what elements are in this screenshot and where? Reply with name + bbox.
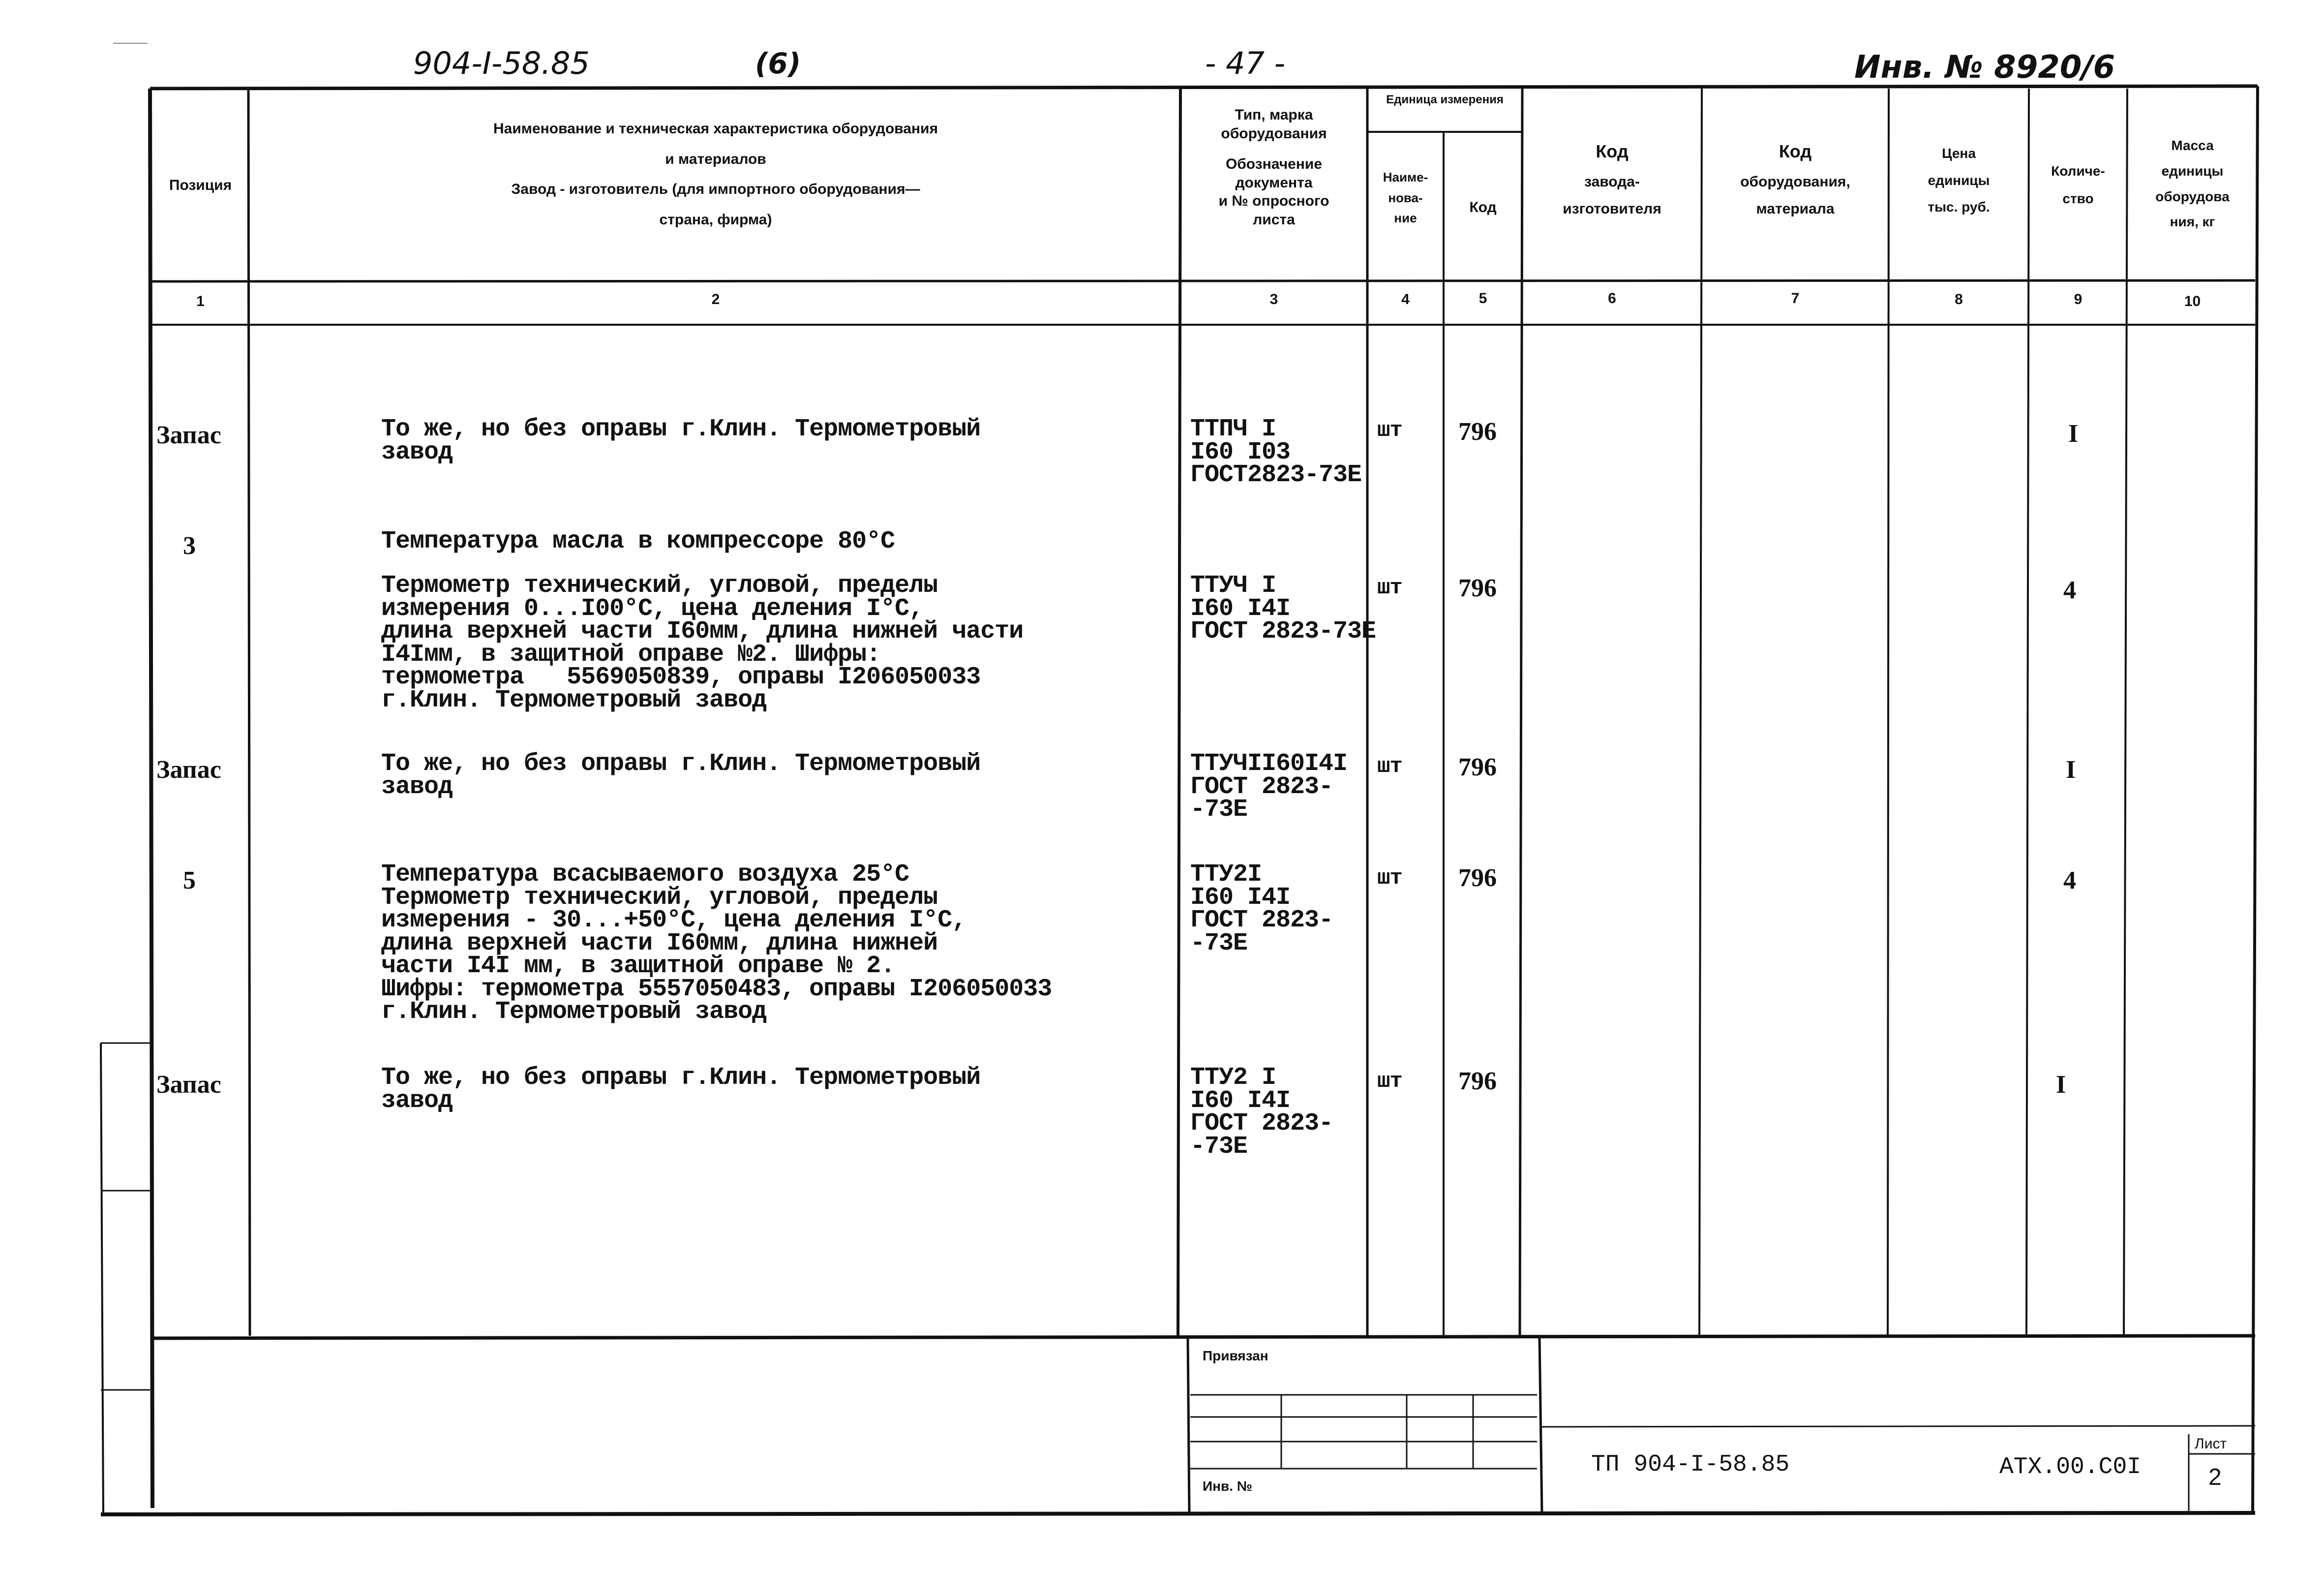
stamp-sheet-number: 2 (2208, 1464, 2222, 1490)
col2-header: Наименование и техническая характеристика оборудования и материалов Завод - изготовитель (для импортного оборудования— страна, фирма) (493, 121, 938, 228)
row-unit: шт (1377, 1069, 1402, 1094)
page-number: - 47 - (1205, 45, 1286, 81)
row-unit: шт (1377, 866, 1402, 891)
stamp-sheet-code: АТХ.00.С0I (1999, 1454, 2142, 1480)
row-code: 796 (1458, 574, 1497, 602)
row-position: Запас (156, 1071, 221, 1099)
col5-header: Код (1469, 199, 1497, 215)
row-unit: шт (1377, 576, 1402, 600)
row-name: То же, но без оправы г.Клин. Термометровый завод (381, 415, 981, 466)
row-qty: I (2066, 756, 2076, 784)
col1-header: Позиция (169, 177, 232, 193)
col-number: 5 (1479, 290, 1487, 307)
row-code: 796 (1458, 753, 1497, 781)
row-unit: шт (1377, 418, 1402, 443)
row-unit: шт (1377, 754, 1402, 779)
col9-header: Количе- ство (2051, 163, 2105, 206)
row-position: 5 (183, 866, 196, 894)
stamp-sheet-label: Лист (2195, 1436, 2227, 1452)
col-number: 2 (711, 291, 720, 308)
stamp-bound-label: Привязан (1203, 1348, 1268, 1363)
row-position: 3 (183, 532, 196, 560)
col-number: 7 (1791, 290, 1800, 307)
row-name: Термометр технический, угловой, пределы измерения 0...I00°С, цена деления I°С, длина верхней части I60мм, длина нижней части I4Iмм, в защитной оправе №2. Шифры: термометра 5569050839, оправы I206050033 г.Клин. Термометровый завод (381, 572, 1024, 714)
col4-header: Наиме- нова- ние (1383, 170, 1428, 226)
row-qty: 4 (2063, 866, 2076, 894)
col-number: 4 (1401, 291, 1410, 308)
col-number: 9 (2074, 291, 2083, 308)
col3-header: Тип, марка оборудования Обозначение документа и № опросного листа (1218, 107, 1329, 228)
col-number: 10 (2184, 293, 2201, 309)
row-name: Температура масла в компрессоре 80°С (381, 527, 895, 555)
row-type: ТТУ2 I I60 I4I ГОСТ 2823- -73Е (1190, 1064, 1333, 1161)
row-name: То же, но без оправы г.Клин. Термометровый завод (381, 750, 981, 801)
col6-header: Код завода- изготовителя (1563, 141, 1661, 217)
row-name: Температура всасываемого воздуха 25°С Термометр технический, угловой, пределы измерения - 30...+50°С, цена деления I°С, длина верхней части I60мм, длина нижней части I4I мм, в защитной оправе № 2. Шифры: термометра 5557050483, оправы I206050033 г.Клин. Термометровый завод (381, 861, 1052, 1026)
stamp-inv-label: Инв. № (1203, 1478, 1253, 1494)
row-type: ТТУЧ I I60 I4I ГОСТ 2823-73Е (1190, 572, 1376, 646)
row-qty: I (2068, 420, 2079, 448)
col-number: 6 (1608, 290, 1616, 307)
col8-header: Цена единицы тыс. руб. (1928, 146, 1990, 215)
row-code: 796 (1458, 1067, 1497, 1095)
row-qty: 4 (2063, 576, 2076, 604)
col-number: 1 (196, 293, 205, 309)
inventory-number: Инв. № 8920/6 (1854, 49, 2115, 86)
col-number: 3 (1269, 291, 1278, 308)
row-qty: I (2056, 1071, 2066, 1099)
stamp-document-code: ТП 904-I-58.85 (1591, 1451, 1790, 1478)
col-number: 8 (1955, 291, 1963, 308)
col10-header: Масса единицы оборудова ния, кг (2155, 138, 2230, 230)
doc-code-handwritten: 904-I-58.85 (413, 45, 590, 81)
sheet-marker: (6) (755, 47, 801, 80)
row-position: Запас (156, 756, 221, 784)
col7-header: Код оборудования, материала (1740, 141, 1850, 217)
row-name: То же, но без оправы г.Клин. Термометровый завод (381, 1064, 981, 1115)
row-position: Запас (156, 421, 221, 449)
row-type: ТТПЧ I I60 I03 ГОСТ2823-73Е (1190, 415, 1362, 489)
row-type: ТТУЧII60I4I ГОСТ 2823- -73Е (1190, 750, 1348, 824)
row-type: ТТУ2I I60 I4I ГОСТ 2823- -73Е (1190, 861, 1333, 957)
unit-header: Единица измерения (1386, 93, 1504, 106)
row-code: 796 (1458, 864, 1497, 892)
row-code: 796 (1458, 418, 1497, 446)
